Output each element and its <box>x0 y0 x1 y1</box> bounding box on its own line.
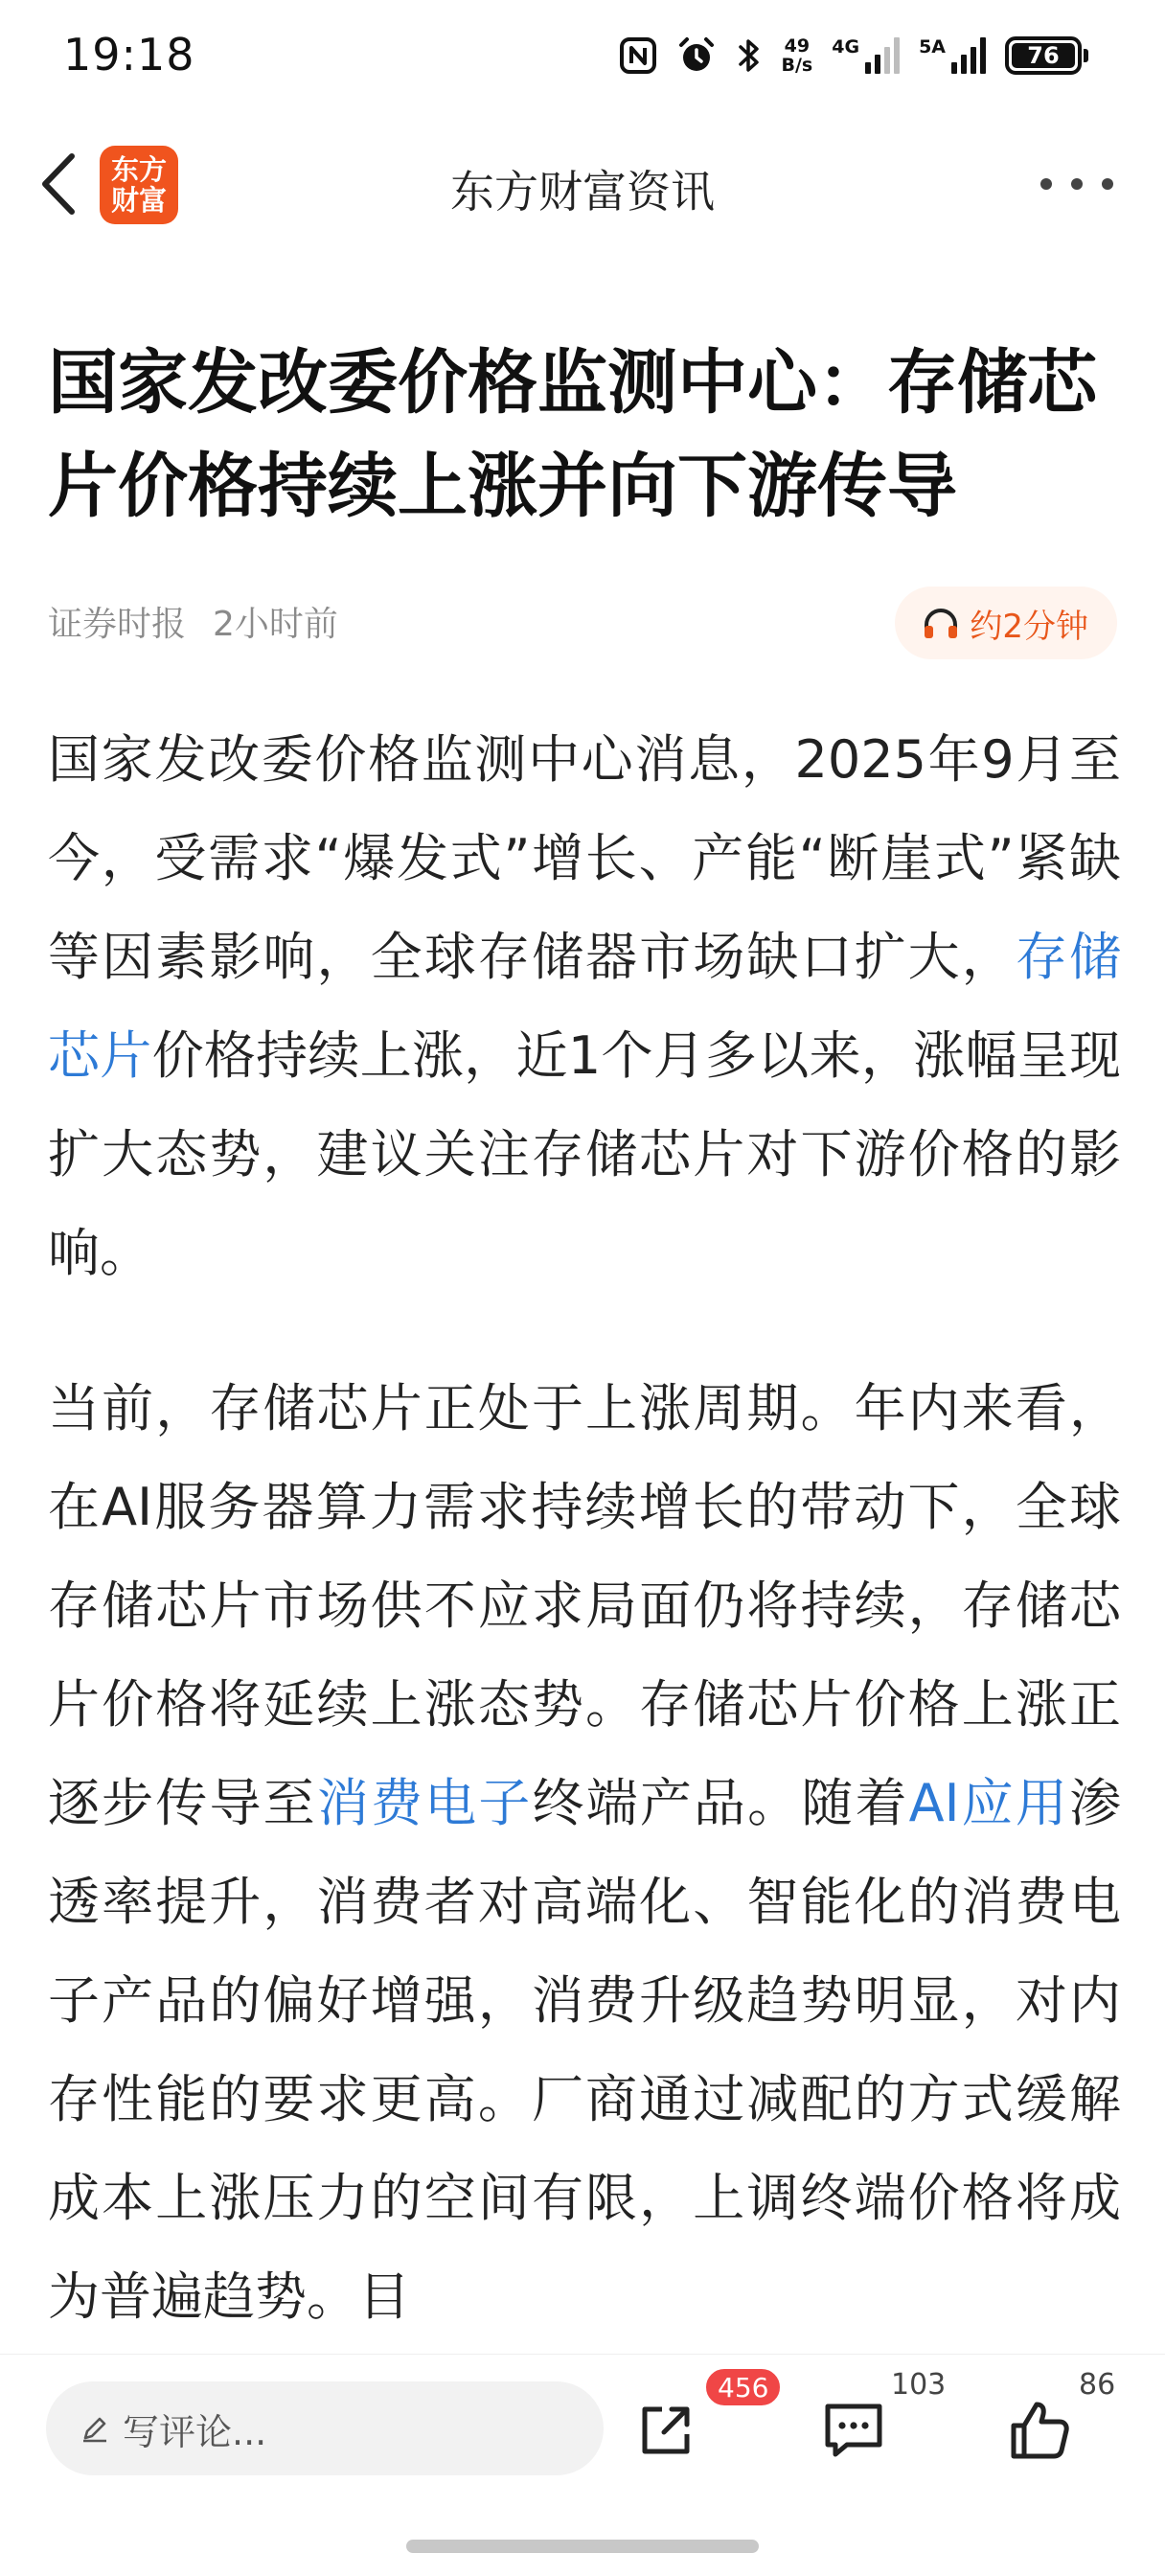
like-button[interactable] <box>996 2387 1083 2473</box>
more-dot-icon <box>1071 178 1083 190</box>
signal-icon <box>832 37 900 74</box>
pencil-icon <box>80 2414 109 2443</box>
battery-icon <box>1005 36 1088 75</box>
share-button[interactable] <box>623 2387 709 2473</box>
article-paragraph-2: 当前，存储芯片正处于上涨周期。年内来看，在AI服务器算力需求持续增长的带动下，全球存储芯片市场供不应求局面仍将持续，存储芯片价格将延续上涨态势。存储芯片价格上涨正逐步传导至消费电子终端产品。随着AI应用渗透率提升，消费者对高端化、智能化的消费电子产品的偏好增强，消费升级趋势明显，对内存性能的要求更高。厂商通过减配的方式缓解成本上涨压力的空间有限，上调终端价格将成为普遍趋势。目 <box>48 1378 1122 2327</box>
comments-button[interactable] <box>811 2387 897 2473</box>
bottom-action-bar <box>0 2354 1165 2492</box>
bluetooth-icon <box>736 35 763 76</box>
signal-label-5a: 5A <box>919 36 946 58</box>
more-button[interactable] <box>1031 165 1123 203</box>
status-icons <box>619 29 1089 82</box>
share-count-badge: 456 <box>703 2366 783 2408</box>
keyword-link-ai-application[interactable]: AI应用 <box>908 1773 1070 1833</box>
page-title: 东方财富资讯 <box>450 166 715 218</box>
article-source[interactable]: 证券时报 <box>48 604 187 644</box>
status-time: 19:18 <box>63 29 195 80</box>
signal-label-4g: 4G <box>832 36 860 58</box>
comment-placeholder: 写评论... <box>123 2410 267 2453</box>
keyword-link-consumer-electronics[interactable]: 消费电子 <box>316 1773 533 1833</box>
listen-button[interactable] <box>895 586 1117 659</box>
like-count: 86 <box>1079 2368 1116 2402</box>
status-bar <box>0 0 1165 113</box>
article-paragraph-1: 国家发改委价格监测中心消息，2025年9月至今，受需求“爆发式”增长、产能“断崖式”紧缺等因素影响，全球存储器市场缺口扩大，存储芯片价格持续上涨，近1个月多以来，涨幅呈现扩大态势，建议关注存储芯片对下游价格的影响。 <box>48 729 1122 1283</box>
article-time: 2小时前 <box>213 604 338 644</box>
listen-duration: 约2分钟 <box>970 607 1088 646</box>
more-dot-icon <box>1102 178 1113 190</box>
headphones-icon <box>922 606 960 640</box>
article-title: 国家发改委价格监测中心：存储芯片价格持续上涨并向下游传导 <box>48 342 1097 527</box>
app-header <box>0 113 1165 255</box>
signal-icon-2 <box>919 37 986 74</box>
battery-level: 76 <box>1012 43 1075 68</box>
home-indicator[interactable] <box>406 2540 759 2553</box>
article-meta <box>48 592 338 650</box>
keyword-link-storage-chip[interactable]: 存储芯片 <box>48 927 1122 1086</box>
comment-icon <box>822 2401 885 2460</box>
comment-input[interactable] <box>46 2381 604 2475</box>
comment-count: 103 <box>891 2368 947 2402</box>
nfc-icon <box>619 36 657 75</box>
share-icon <box>635 2400 697 2461</box>
more-dot-icon <box>1040 178 1052 190</box>
app-logo[interactable]: 东方 财富 <box>100 146 178 224</box>
alarm-icon <box>676 35 717 76</box>
thumbs-up-icon <box>1008 2399 1071 2462</box>
network-speed: 49 B/s <box>781 35 813 76</box>
